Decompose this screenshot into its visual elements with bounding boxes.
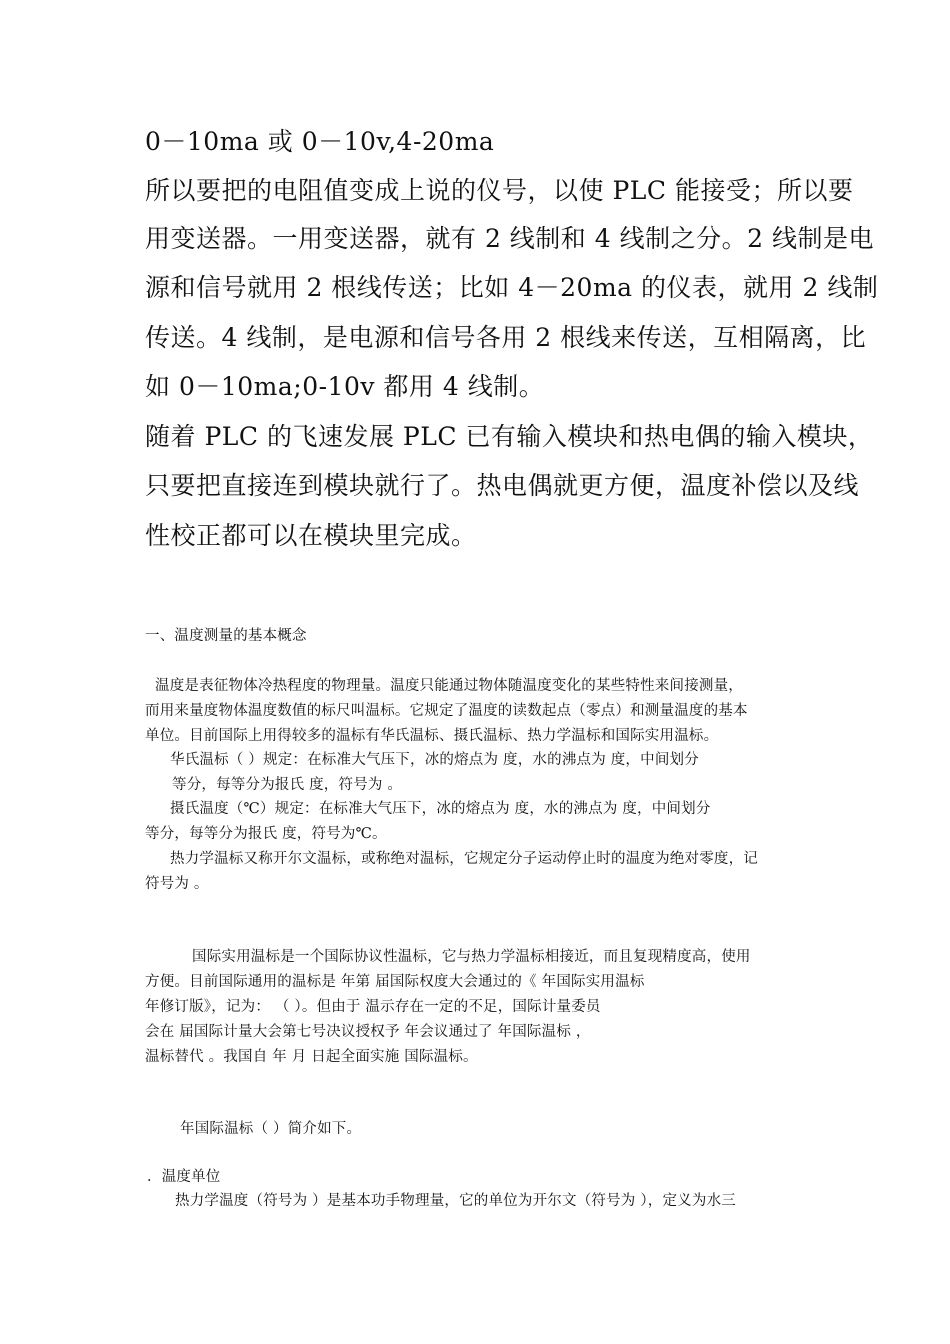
its-intro-line: 年国际温标（ ）简介如下。 <box>180 1121 362 1137</box>
intro-line-4: 源和信号就用 2 根线传送；比如 4－20ma 的仪表，就用 2 线制 <box>145 273 879 302</box>
intro-line-7: 随着 PLC 的飞速发展 PLC 已有输入模块和热电偶的输入模块， <box>145 422 874 451</box>
kelvin-line-2: 符号为 。 <box>145 876 209 892</box>
section-heading: 一、温度测量的基本概念 <box>145 628 307 644</box>
intro-line-1: 0－10ma 或 0－10v,4-20ma <box>145 127 495 156</box>
item-temperature-unit-title: ．温度单位 <box>147 1169 221 1185</box>
para2-line-5: 温标替代 。我国自 年 月 日起全面实施 国际温标。 <box>145 1049 478 1065</box>
intro-line-9: 性校正都可以在模块里完成。 <box>145 521 477 550</box>
intro-line-8: 只要把直接连到模块就行了。热电偶就更方便，温度补偿以及线 <box>145 471 860 500</box>
para2-line-1: 国际实用温标是一个国际协议性温标，它与热力学温标相接近，而且复现精度高，使用 <box>192 949 751 965</box>
fahrenheit-line-1: 华氏温标（ ）规定：在标准大气压下，冰的熔点为 度，水的沸点为 度，中间划分 <box>170 752 699 768</box>
para1-line-2: 而用来量度物体温度数值的标尺叫温标。它规定了温度的读数起点（零点）和测量温度的基本 <box>145 703 748 719</box>
para2-line-2: 方便。目前国际通用的温标是 年第 届国际权度大会通过的《 年国际实用温标 <box>145 974 645 990</box>
intro-line-2: 所以要把的电阻值变成上说的仪号，以使 PLC 能接受；所以要 <box>145 176 854 205</box>
para1-line-3: 单位。目前国际上用得较多的温标有华氏温标、摄氏温标、热力学温标和国际实用温标。 <box>145 728 719 744</box>
para2-line-3: 年修订版》，记为： （ ）。但由于 温示存在一定的不足，国际计量委员 <box>145 999 601 1015</box>
item-temperature-unit-text: 热力学温度（符号为 ）是基本功手物理量，它的单位为开尔文（符号为 ），定义为水三 <box>175 1193 736 1209</box>
para2-line-4: 会在 届国际计量大会第七号决议授权予 年会议通过了 年国际温标 ， <box>145 1024 591 1040</box>
celsius-line-1: 摄氏温度（℃）规定：在标准大气压下，冰的熔点为 度，水的沸点为 度，中间划分 <box>170 801 711 817</box>
intro-line-6: 如 0－10ma;0-10v 都用 4 线制。 <box>145 372 545 401</box>
para1-line-1: 温度是表征物体冷热程度的物理量。温度只能通过物体随温度变化的某些特性来间接测量， <box>155 678 743 694</box>
intro-line-3: 用变送器。一用变送器，就有 2 线制和 4 线制之分。2 线制是电 <box>145 224 874 253</box>
intro-line-5: 传送。4 线制，是电源和信号各用 2 根线来传送，互相隔离，比 <box>145 323 867 352</box>
kelvin-line-1: 热力学温标又称开尔文温标，或称绝对温标，它规定分子运动停止时的温度为绝对零度，记 <box>170 851 758 867</box>
celsius-line-2: 等分，每等分为报氏 度，符号为℃。 <box>145 826 387 842</box>
fahrenheit-line-2: 等分，每等分为报氏 度，符号为 。 <box>172 777 403 793</box>
